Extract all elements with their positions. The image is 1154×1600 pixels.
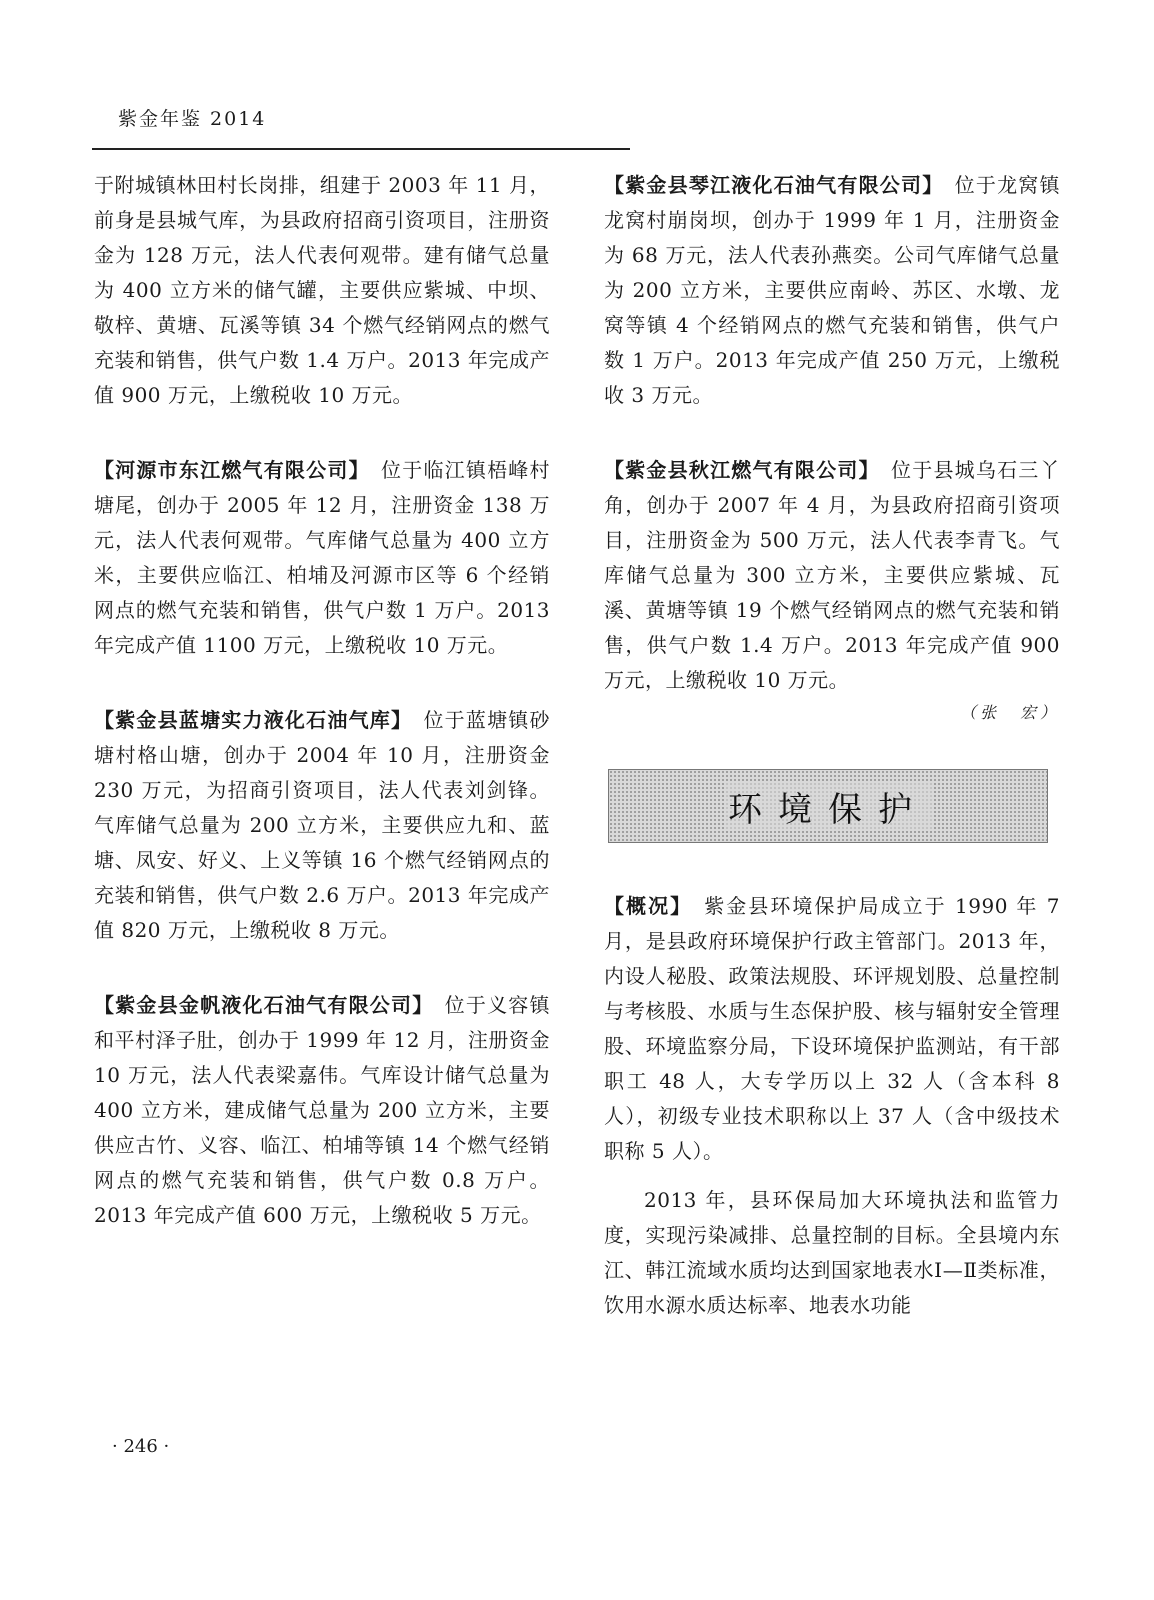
entry-paragraph bbox=[604, 168, 1060, 413]
entry-text: 位于县城乌石三丫角，创办于 2007 年 4 月，为县政府招商引资项目，注册资金为 500 万元，法人代表李青飞。气库储气总量为 300 立方米，主要供应紫城、瓦溪、黄塘等镇 19 个燃气经销网点的燃气充装和销售，供气户数 1.4 万户。2013 年完成产值 900 万元，上缴税收 10 万元。 bbox=[604, 458, 1061, 692]
entry-jinfan-gas bbox=[94, 988, 550, 1233]
section-title: 环境保护 bbox=[724, 782, 932, 831]
overview-text: 紫金县环境保护局成立于 1990 年 7 月，是县政府环境保护行政主管部门。2013 年，内设人秘股、政策法规股、环评规划股、总量控制与考核股、水质与生态保护股、核与辐射安全管理股、环境监察分局，下设环境保护监测站，有干部职工 48 人，大专学历以上 32 人（含本科 8 人），初级专业技术职称以上 37 人（含中级技术职称 5 人）。 bbox=[604, 894, 1061, 1163]
entry-paragraph bbox=[94, 988, 550, 1233]
entry-dongjiang-gas bbox=[94, 453, 550, 663]
entry-qinjiang-gas bbox=[604, 168, 1060, 413]
entry-paragraph bbox=[94, 453, 550, 663]
entry-text: 位于蓝塘镇砂塘村格山塘，创办于 2004 年 10 月，注册资金 230 万元，为招商引资项目，法人代表刘剑锋。气库储气总量为 200 立方米，主要供应九和、蓝塘、凤安、好义、上义等镇 16 个燃气经销网点的充装和销售，供气户数 2.6 万户。2013 年完成产值 820 万元，上缴税收 8 万元。 bbox=[94, 708, 551, 942]
entry-heading: 【紫金县金帆液化石油气有限公司】 bbox=[94, 993, 424, 1017]
section-banner bbox=[608, 769, 1048, 843]
right-column bbox=[604, 168, 1060, 1323]
page-header-title: 紫金年鉴 2014 bbox=[118, 108, 267, 130]
overview-heading: 【概况】 bbox=[604, 894, 683, 918]
overview-paragraph bbox=[604, 889, 1060, 1169]
left-column bbox=[94, 168, 550, 1273]
entry-text: 位于义容镇和平村泽子肚，创办于 1999 年 12 月，注册资金 10 万元，法人代表梁嘉伟。气库设计储气总量为 400 立方米，建成储气总量为 200 立方米，主要供应古竹、义容、临江、柏埔等镇 14 个燃气经销网点的燃气充装和销售，供气户数 0.8 万户。2013 年完成产值 600 万元，上缴税收 5 万元。 bbox=[94, 993, 551, 1227]
entry-linfield-gas bbox=[94, 168, 550, 413]
entry-text: 位于龙窝镇龙窝村崩岗坝，创办于 1999 年 1 月，注册资金为 68 万元，法人代表孙燕奕。公司气库储气总量为 200 立方米，主要供应南岭、苏区、水墩、龙窝等镇 4 个经销网点的燃气充装和销售，供气户数 1 万户。2013 年完成产值 250 万元，上缴税收 3 万元。 bbox=[604, 173, 1061, 407]
page-number: · 246 · bbox=[112, 1436, 170, 1457]
entry-lantang-gas bbox=[94, 703, 550, 948]
entry-heading: 【紫金县蓝塘实力液化石油气库】 bbox=[94, 708, 403, 732]
entry-heading: 【紫金县琴江液化石油气有限公司】 bbox=[604, 173, 934, 197]
author-credit: （张 宏） bbox=[959, 703, 1060, 722]
entry-qiujiang-gas bbox=[604, 453, 1060, 723]
entry-text: 于附城镇林田村长岗排，组建于 2003 年 11 月，前身是县城气库，为县政府招商引资项目，注册资金为 128 万元，法人代表何观带。建有储气总量为 400 立方米的储气罐，主要供应紫城、中坝、敬梓、黄塘、瓦溪等镇 34 个燃气经销网点的燃气充装和销售，供气户数 1.4 万户。2013 年完成产值 900 万元，上缴税收 10 万元。 bbox=[94, 173, 550, 407]
entry-paragraph bbox=[94, 703, 550, 948]
entry-heading: 【紫金县秋江燃气有限公司】 bbox=[604, 458, 870, 482]
header-rule bbox=[92, 148, 630, 150]
entry-heading: 【河源市东江燃气有限公司】 bbox=[94, 458, 360, 482]
section-paragraph-2: 2013 年，县环保局加大环境执法和监管力度，实现污染减排、总量控制的目标。全县境内东江、韩江流域水质均达到国家地表水Ⅰ—Ⅱ类标准，饮用水源水质达标率、地表水功能 bbox=[604, 1188, 1060, 1317]
entry-paragraph bbox=[604, 453, 1060, 698]
entry-text: 位于临江镇梧峰村塘尾，创办于 2005 年 12 月，注册资金 138 万元，法人代表何观带。气库储气总量为 400 立方米，主要供应临江、柏埔及河源市区等 6 个经销网点的燃气充装和销售，供气户数 1 万户。2013 年完成产值 1100 万元，上缴税收 10 万元。 bbox=[94, 458, 551, 657]
